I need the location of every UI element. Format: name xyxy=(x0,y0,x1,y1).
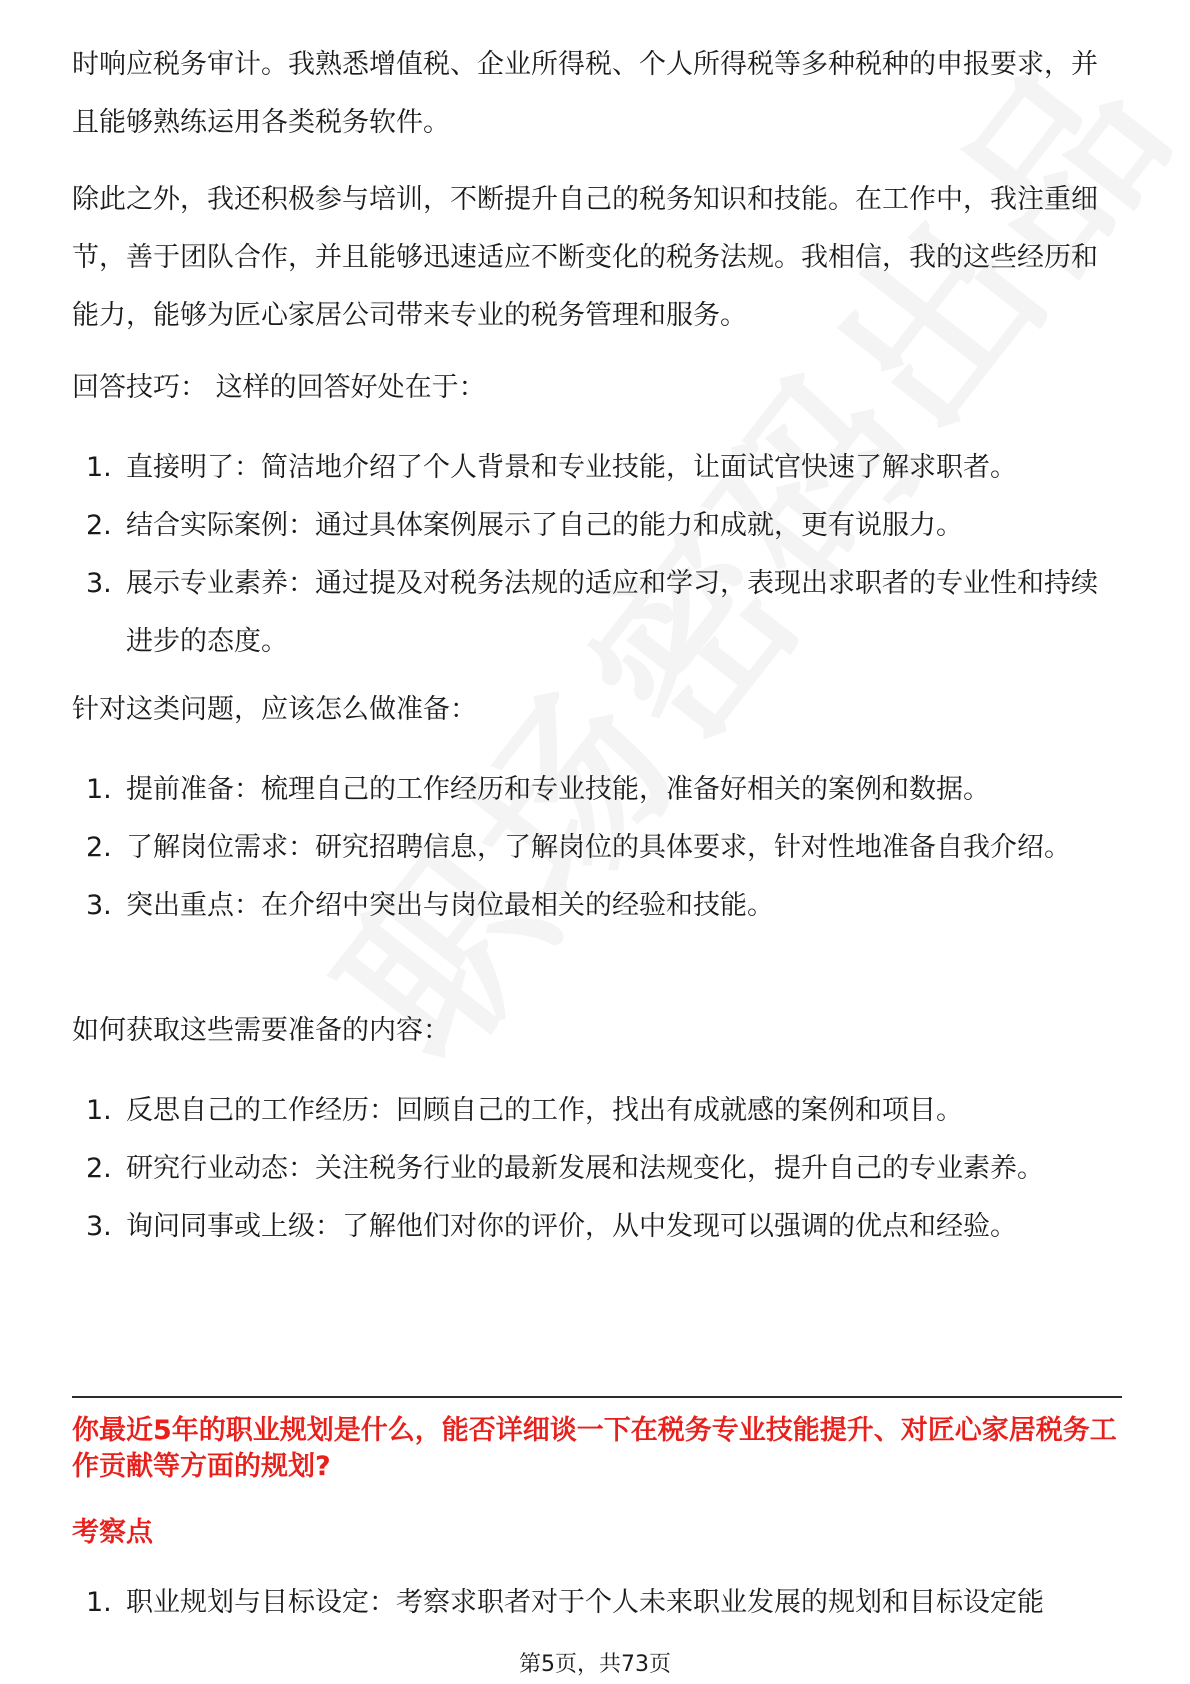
list-number: 3. xyxy=(86,1211,112,1242)
list-item-text: 询问同事或上级：了解他们对你的评价，从中发现可以强调的优点和经验。 xyxy=(126,1211,1017,1242)
list-item-text: 直接明了：简洁地介绍了个人背景和专业技能，让面试官快速了解求职者。 xyxy=(126,452,1017,483)
list-number: 1. xyxy=(86,1587,112,1618)
list-item-text: 了解岗位需求：研究招聘信息，了解岗位的具体要求，针对性地准备自我介绍。 xyxy=(126,832,1071,863)
list-item xyxy=(72,555,1122,671)
list-item xyxy=(72,1082,1122,1140)
list-number: 2. xyxy=(86,510,112,541)
list-item-text: 展示专业素养：通过提及对税务法规的适应和学习，表现出求职者的专业性和持续进步的态度。 xyxy=(126,568,1098,657)
list-item xyxy=(72,439,1122,497)
obtain-list xyxy=(72,1082,1122,1256)
tips-list xyxy=(72,439,1122,671)
list-item xyxy=(72,1140,1122,1198)
intro-paragraph: 时响应税务审计。我熟悉增值税、企业所得税、个人所得税等多种税种的申报要求，并且能够熟练运用各类税务软件。 xyxy=(72,49,1098,138)
tips-heading: 回答技巧： 这样的回答好处在于： xyxy=(72,372,486,403)
list-number: 3. xyxy=(86,568,112,599)
list-item xyxy=(72,1574,1122,1632)
interview-question: 你最近5年的职业规划是什么，能否详细谈一下在税务专业技能提升、对匠心家居税务工作贡献等方面的规划? xyxy=(72,1415,1117,1482)
list-item xyxy=(72,497,1122,555)
list-item xyxy=(72,877,1122,935)
list-item xyxy=(72,1198,1122,1256)
prep-heading: 针对这类问题，应该怎么做准备： xyxy=(72,694,477,725)
list-item-text: 结合实际案例：通过具体案例展示了自己的能力和成就，更有说服力。 xyxy=(126,510,963,541)
list-item xyxy=(72,819,1122,877)
list-item-text: 职业规划与目标设定：考察求职者对于个人未来职业发展的规划和目标设定能 xyxy=(126,1587,1044,1618)
next-list xyxy=(72,1574,1122,1632)
list-number: 1. xyxy=(86,452,112,483)
section-heading: 考察点 xyxy=(72,1517,153,1548)
list-item-text: 研究行业动态：关注税务行业的最新发展和法规变化，提升自己的专业素养。 xyxy=(126,1153,1044,1184)
list-number: 2. xyxy=(86,1153,112,1184)
list-number: 1. xyxy=(86,774,112,805)
page-footer: 第5页，共73页 xyxy=(519,1652,671,1677)
list-number: 2. xyxy=(86,832,112,863)
second-paragraph: 除此之外，我还积极参与培训，不断提升自己的税务知识和技能。在工作中，我注重细节，善于团队合作，并且能够迅速适应不断变化的税务法规。我相信，我的这些经历和能力，能够为匠心家居公司带来专业的税务管理和服务。 xyxy=(72,184,1098,331)
list-number: 1. xyxy=(86,1095,112,1126)
list-number: 3. xyxy=(86,890,112,921)
prep-list xyxy=(72,761,1122,935)
section-divider xyxy=(72,1396,1122,1398)
obtain-heading: 如何获取这些需要准备的内容： xyxy=(72,1015,450,1046)
list-item-text: 突出重点：在介绍中突出与岗位最相关的经验和技能。 xyxy=(126,890,774,921)
list-item-text: 提前准备：梳理自己的工作经历和专业技能，准备好相关的案例和数据。 xyxy=(126,774,990,805)
list-item-text: 反思自己的工作经历：回顾自己的工作，找出有成就感的案例和项目。 xyxy=(126,1095,963,1126)
list-item xyxy=(72,761,1122,819)
